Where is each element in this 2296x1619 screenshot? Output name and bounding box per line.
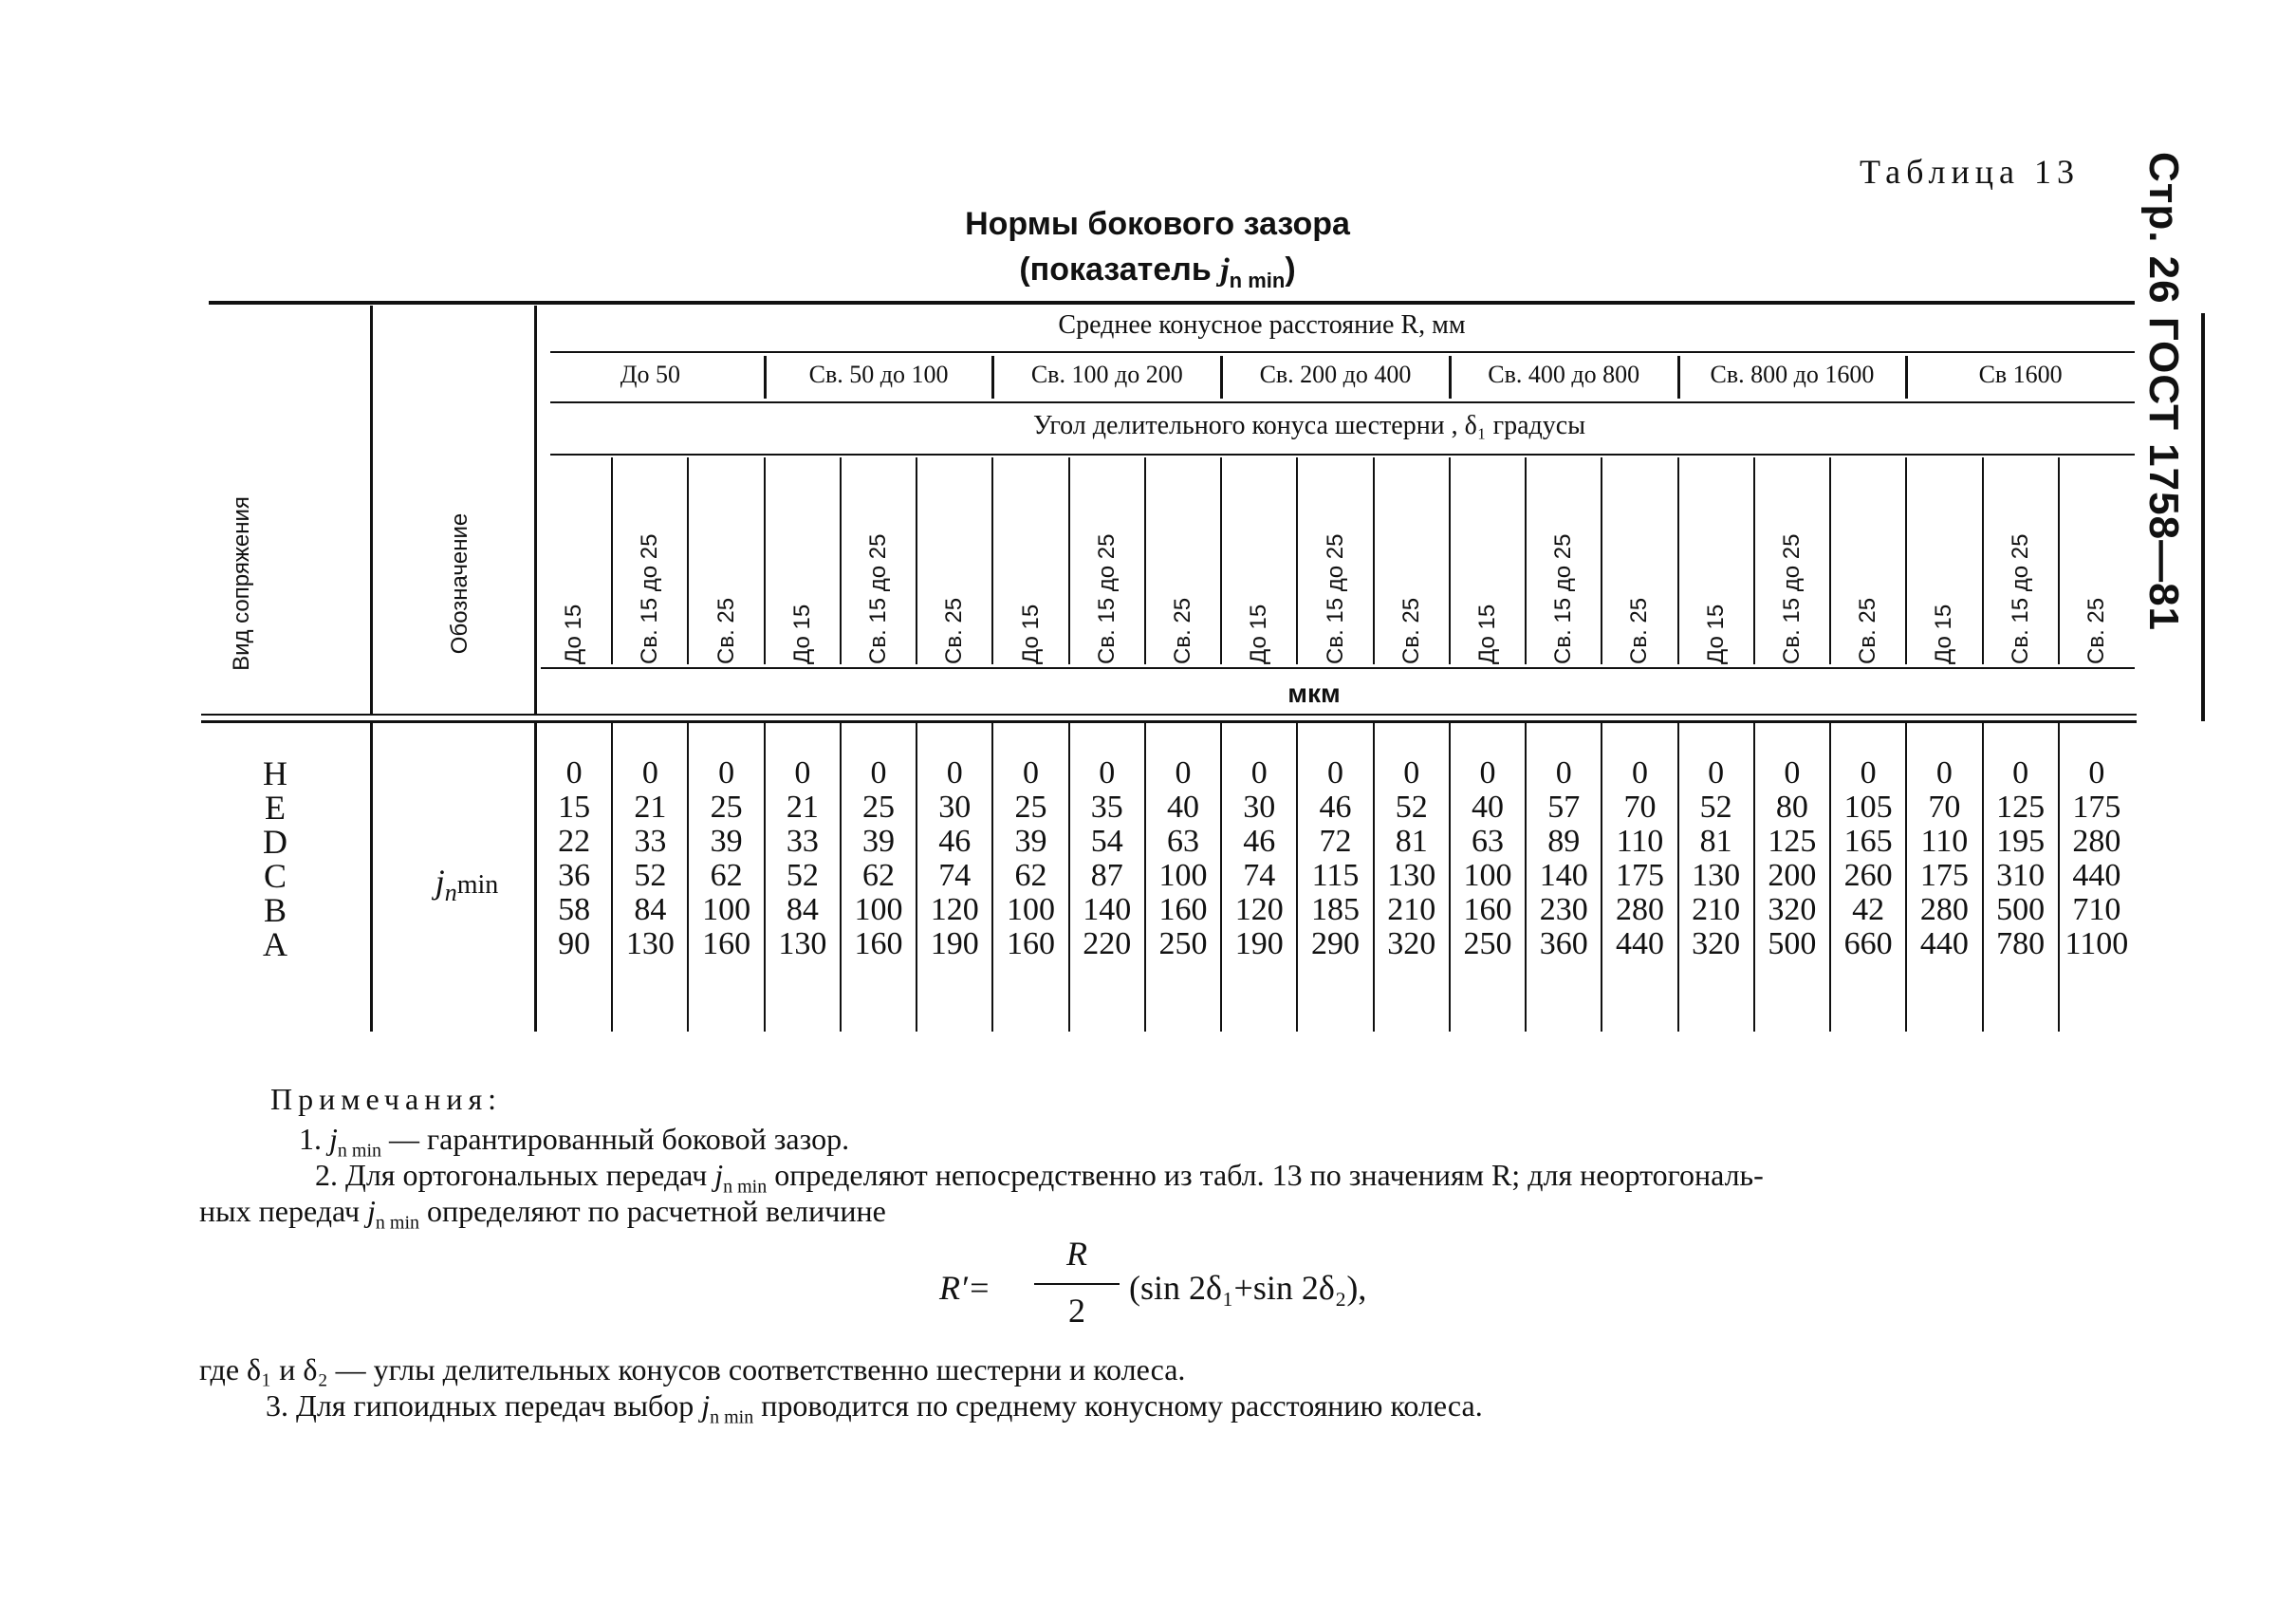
vrule-oboz-body <box>534 723 537 1032</box>
rule-r-under <box>550 351 2135 353</box>
table-cell: 70 <box>1623 790 1657 825</box>
vrule-group <box>1677 356 1680 399</box>
angle-label: Св. 15 до 25 <box>865 533 892 664</box>
vrule-col-body <box>1373 723 1375 1032</box>
angle-label: До 15 <box>1017 604 1044 664</box>
vrule-col <box>840 457 842 664</box>
angle-label: Св. 25 <box>941 597 968 664</box>
table-cell: 160 <box>1463 892 1512 927</box>
vrule-col-body <box>1677 723 1679 1032</box>
table-cell: 175 <box>2072 790 2121 825</box>
table-cell: 39 <box>710 824 743 859</box>
table-cell: 125 <box>1996 790 2046 825</box>
table-cell: 25 <box>1014 790 1047 825</box>
rule-unit-top <box>541 667 2135 669</box>
row-label: E <box>265 789 286 827</box>
angle-label: До 15 <box>1473 604 1500 664</box>
table-cell: 780 <box>1996 926 2046 961</box>
table-cell: 72 <box>1319 824 1352 859</box>
table-cell: 35 <box>1090 790 1123 825</box>
rule-body-top2 <box>201 720 2137 723</box>
table-cell: 0 <box>1860 755 1877 791</box>
row-label: C <box>263 857 287 895</box>
r-group-label: Св. 400 до 800 <box>1488 361 1640 388</box>
note-2b: ных передач $j_{n min}$ определяют по расчетной величине <box>199 1194 886 1234</box>
table-cell: 0 <box>2088 755 2105 791</box>
table-cell: 440 <box>1615 926 1664 961</box>
table-cell: 500 <box>1768 926 1817 961</box>
table-cell: 54 <box>1090 824 1123 859</box>
table-cell: 260 <box>1843 858 1893 893</box>
table-cell: 81 <box>1395 824 1428 859</box>
table-cell: 100 <box>1463 858 1512 893</box>
table-cell: 280 <box>2072 824 2121 859</box>
table-cell: 74 <box>1243 858 1276 893</box>
table-cell: 90 <box>558 926 591 961</box>
table-cell: 0 <box>1631 755 1648 791</box>
angle-label: Св. 15 до 25 <box>1778 533 1805 664</box>
table-cell: 46 <box>1243 824 1276 859</box>
angle-label: Св. 15 до 25 <box>637 533 663 664</box>
row-label: D <box>263 823 287 861</box>
table-cell: 175 <box>1919 858 1969 893</box>
angle-label: Св. 15 до 25 <box>2007 533 2033 664</box>
table-cell: 40 <box>1471 790 1504 825</box>
table-cell: 440 <box>1919 926 1969 961</box>
vrule-col <box>991 457 993 664</box>
table-cell: 42 <box>1852 892 1885 927</box>
table-cell: 36 <box>558 858 591 893</box>
vrule-col-body <box>764 723 766 1032</box>
angle-label: Св. 25 <box>1170 597 1196 664</box>
table-cell: 100 <box>1007 892 1056 927</box>
table-cell: 165 <box>1843 824 1893 859</box>
angle-label: До 15 <box>561 604 587 664</box>
designation-sub: n <box>444 879 457 907</box>
table-cell: 25 <box>710 790 743 825</box>
table-cell: 0 <box>2012 755 2029 791</box>
table-cell: 0 <box>1099 755 1116 791</box>
table-cell: 190 <box>1234 926 1284 961</box>
angle-label: Св. 25 <box>1398 597 1424 664</box>
table-cell: 52 <box>1395 790 1428 825</box>
row-label: B <box>263 891 287 929</box>
angle-label: Св. 25 <box>713 597 739 664</box>
table-cell: 0 <box>946 755 963 791</box>
vrule-col-body <box>1220 723 1222 1032</box>
formula <box>939 1234 1509 1338</box>
vrule-col <box>1449 457 1451 664</box>
vrule-col <box>1220 457 1222 664</box>
row-label: H <box>263 754 287 792</box>
table-cell: 62 <box>710 858 743 893</box>
r-group-label: Св. 800 до 1600 <box>1710 361 1875 388</box>
table-cell: 52 <box>634 858 667 893</box>
header-vid: Вид сопряжения <box>229 496 254 671</box>
table-cell: 57 <box>1547 790 1581 825</box>
designation-min: min <box>456 870 499 900</box>
table-cell: 110 <box>1616 824 1664 859</box>
table-cell: 440 <box>2072 858 2121 893</box>
vrule-col-body <box>2058 723 2060 1032</box>
table-cell: 500 <box>1996 892 2046 927</box>
table-cell: 140 <box>1083 892 1132 927</box>
table-cell: 0 <box>1708 755 1725 791</box>
vrule-col-body <box>1601 723 1602 1032</box>
angle-label: До 15 <box>1931 604 1957 664</box>
table-cell: 74 <box>938 858 972 893</box>
table-cell: 0 <box>1403 755 1420 791</box>
table-cell: 0 <box>1555 755 1572 791</box>
table-cell: 160 <box>702 926 751 961</box>
table-cell: 100 <box>854 892 903 927</box>
table-cell: 320 <box>1768 892 1817 927</box>
table-cell: 125 <box>1768 824 1817 859</box>
formula-bar <box>1034 1283 1120 1285</box>
table-cell: 0 <box>794 755 811 791</box>
table-cell: 140 <box>1539 858 1588 893</box>
table-cell: 105 <box>1843 790 1893 825</box>
vrule-col-body <box>1982 723 1984 1032</box>
designation-j: j <box>435 863 445 901</box>
table-cell: 30 <box>938 790 972 825</box>
formula-lhs: R′= <box>939 1269 991 1307</box>
table-cell: 280 <box>1919 892 1969 927</box>
r-group-label: До 50 <box>620 361 680 388</box>
table-cell: 185 <box>1310 892 1360 927</box>
vrule-col <box>687 457 689 664</box>
table-cell: 160 <box>1158 892 1208 927</box>
vrule-col <box>1677 457 1679 664</box>
table-cell: 84 <box>786 892 819 927</box>
table-cell: 0 <box>718 755 735 791</box>
note-1: 1. $j_{n min}$ — гарантированный боковой зазор. <box>299 1122 850 1162</box>
angle-label: Св. 15 до 25 <box>1550 533 1577 664</box>
table-cell: 70 <box>1928 790 1961 825</box>
rule-top <box>209 301 2135 305</box>
table-cell: 62 <box>1014 858 1047 893</box>
vrule-group <box>1449 356 1452 399</box>
vrule-col-body <box>1144 723 1146 1032</box>
table-cell: 130 <box>625 926 675 961</box>
vrule-oboz <box>534 306 537 714</box>
table-cell: 160 <box>1007 926 1056 961</box>
table-cell: 360 <box>1539 926 1588 961</box>
note-3: 3. Для гипоидных передач выбор $j_{n min}$ проводится по среднему конусному расстоянию колеса. <box>266 1388 1483 1428</box>
table-cell: 0 <box>1784 755 1801 791</box>
table-cell: 210 <box>1387 892 1436 927</box>
r-group-label: Св 1600 <box>1978 361 2063 388</box>
table-cell: 22 <box>558 824 591 859</box>
angle-label: До 15 <box>1702 604 1729 664</box>
row-label: A <box>263 925 287 963</box>
running-header-text: Стр. 26 ГОСТ 1758—81 <box>2140 152 2187 632</box>
vrule-col-body <box>991 723 993 1032</box>
vrule-col <box>764 457 766 664</box>
table-cell: 40 <box>1167 790 1199 825</box>
vrule-group <box>764 356 767 399</box>
table-cell: 195 <box>1996 824 2046 859</box>
table-cell: 115 <box>1311 858 1360 893</box>
table-cell: 710 <box>2072 892 2121 927</box>
title-line1: Нормы бокового зазора <box>965 206 1350 242</box>
table-cell: 58 <box>558 892 591 927</box>
table-cell: 120 <box>930 892 979 927</box>
table-cell: 0 <box>1023 755 1040 791</box>
designation-cell <box>400 862 533 907</box>
table-cell: 33 <box>634 824 667 859</box>
vrule-col <box>1068 457 1070 664</box>
vrule-group <box>991 356 994 399</box>
vrule-col-body <box>1829 723 1831 1032</box>
vrule-group <box>1905 356 1908 399</box>
vrule-col <box>611 457 613 664</box>
table-cell: 280 <box>1615 892 1664 927</box>
table-cell: 15 <box>558 790 591 825</box>
table-cell: 130 <box>778 926 827 961</box>
table-cell: 120 <box>1234 892 1284 927</box>
table-cell: 1100 <box>2065 926 2129 961</box>
table-cell: 52 <box>1699 790 1732 825</box>
formula-denominator: 2 <box>1068 1292 1085 1330</box>
table-cell: 62 <box>862 858 896 893</box>
r-group-label: Св. 50 до 100 <box>808 361 949 388</box>
table-cell: 63 <box>1167 824 1199 859</box>
table-cell: 230 <box>1539 892 1588 927</box>
vrule-col <box>1525 457 1527 664</box>
table-cell: 310 <box>1996 858 2046 893</box>
vrule-col <box>1982 457 1984 664</box>
r-group-label: Св. 100 до 200 <box>1030 361 1183 388</box>
table-cell: 39 <box>862 824 896 859</box>
vrule-col-body <box>1525 723 1527 1032</box>
rule-groups-under <box>550 401 2135 403</box>
angle-label: До 15 <box>788 604 815 664</box>
table-cell: 30 <box>1243 790 1276 825</box>
table-cell: 84 <box>634 892 667 927</box>
table-cell: 81 <box>1699 824 1732 859</box>
table-cell: 0 <box>1175 755 1192 791</box>
header-r: Среднее конусное расстояние R, мм <box>1058 310 1466 340</box>
table-cell: 210 <box>1692 892 1741 927</box>
notes-heading: Примечания: <box>270 1082 503 1116</box>
table-cell: 0 <box>565 755 583 791</box>
vrule-col-body <box>687 723 689 1032</box>
vrule-col-body <box>840 723 842 1032</box>
table-cell: 33 <box>786 824 819 859</box>
table-cell: 660 <box>1843 926 1893 961</box>
vrule-col <box>1753 457 1755 664</box>
angle-label: Св. 25 <box>1855 597 1881 664</box>
vrule-col-body <box>916 723 917 1032</box>
angle-label: До 15 <box>1246 604 1272 664</box>
angle-label: Св. 15 до 25 <box>1093 533 1120 664</box>
table-cell: 0 <box>1935 755 1953 791</box>
table-cell: 63 <box>1471 824 1504 859</box>
note-2a: 2. Для ортогональных передач $j_{n min}$ определяют непосредственно из табл. 13 по значениям R; для неортогональ- <box>315 1158 1764 1198</box>
vrule-col-body <box>611 723 613 1032</box>
vrule-col <box>2058 457 2060 664</box>
vrule-col-body <box>1296 723 1298 1032</box>
note-2c: где δ₁ и δ₂ — углы делительных конусов соответственно шестерни и колеса. <box>199 1352 1186 1386</box>
table-cell: 320 <box>1387 926 1436 961</box>
table-cell: 52 <box>786 858 819 893</box>
table-cell: 46 <box>938 824 972 859</box>
table-cell: 250 <box>1463 926 1512 961</box>
vrule-col-body <box>1449 723 1451 1032</box>
angle-label: Св. 15 до 25 <box>1322 533 1348 664</box>
table-cell: 175 <box>1615 858 1664 893</box>
table-cell: 21 <box>786 790 819 825</box>
table-cell: 0 <box>870 755 887 791</box>
table-cell: 87 <box>1090 858 1123 893</box>
table-cell: 130 <box>1692 858 1741 893</box>
table-cell: 89 <box>1547 824 1581 859</box>
vrule-col-body <box>1753 723 1755 1032</box>
r-group-label: Св. 200 до 400 <box>1259 361 1412 388</box>
vrule-col-body <box>1068 723 1070 1032</box>
title-line2: (показатель $j_{n min}$) <box>1019 251 1296 292</box>
table-number: Таблица 13 <box>1860 153 2080 191</box>
table-cell: 80 <box>1775 790 1808 825</box>
vrule-vid <box>370 306 373 714</box>
vrule-col <box>1373 457 1375 664</box>
angle-label: Св. 25 <box>2083 597 2109 664</box>
vrule-group <box>1220 356 1223 399</box>
table-cell: 46 <box>1319 790 1352 825</box>
rule-angle-under <box>550 454 2135 456</box>
table-cell: 250 <box>1158 926 1208 961</box>
table-cell: 110 <box>1920 824 1969 859</box>
formula-numerator: R <box>1066 1235 1087 1273</box>
header-oboz: Обозначение <box>447 512 472 655</box>
table-cell: 0 <box>1250 755 1268 791</box>
vrule-col <box>1829 457 1831 664</box>
table-cell: 0 <box>641 755 658 791</box>
vrule-col <box>1144 457 1146 664</box>
table-cell: 320 <box>1692 926 1741 961</box>
vrule-col <box>1601 457 1602 664</box>
vrule-col <box>1905 457 1907 664</box>
table-cell: 0 <box>1479 755 1496 791</box>
table-cell: 0 <box>1326 755 1343 791</box>
table-cell: 21 <box>634 790 667 825</box>
table-cell: 39 <box>1014 824 1047 859</box>
table-cell: 220 <box>1083 926 1132 961</box>
table-cell: 190 <box>930 926 979 961</box>
table-cell: 200 <box>1768 858 1817 893</box>
header-angle: Угол делительного конуса шестерни , δ₁ градусы <box>1032 411 1586 440</box>
vrule-vid-body <box>370 723 373 1032</box>
table-cell: 160 <box>854 926 903 961</box>
vrule-col-body <box>1905 723 1907 1032</box>
header-unit: мкм <box>1287 679 1341 708</box>
vrule-col <box>1296 457 1298 664</box>
vrule-col <box>916 457 917 664</box>
table-cell: 100 <box>1158 858 1208 893</box>
table-cell: 25 <box>862 790 896 825</box>
rule-body-top1 <box>201 714 2137 716</box>
formula-rhs: (sin 2δ₁+sin 2δ₂), <box>1129 1269 1367 1307</box>
table-cell: 130 <box>1387 858 1436 893</box>
table-cell: 290 <box>1310 926 1360 961</box>
angle-label: Св. 25 <box>1626 597 1653 664</box>
table-cell: 100 <box>702 892 751 927</box>
